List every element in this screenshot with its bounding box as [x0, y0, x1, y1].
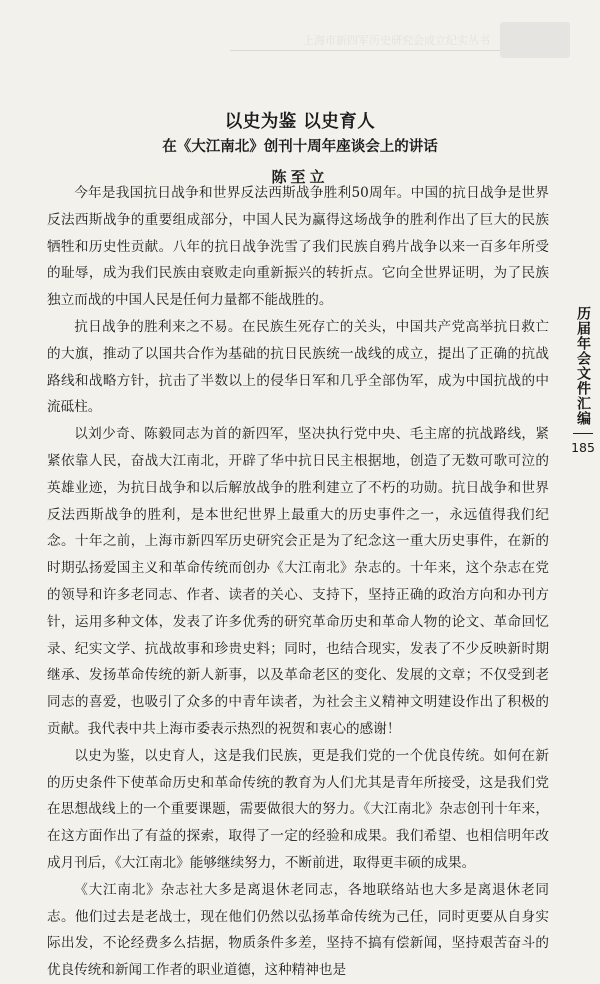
paragraph: 以史为鉴，以史育人，这是我们民族，更是我们党的一个优良传统。如何在新的历史条件下使革命历史和革命传统的教育为人们尤其是青年所接受，这是我们党在思想战线上的一个重要课题，需要做很大的努力。《大江南北》杂志创刊十年来，在这方面作出了有益的探索，取得了一定的经验和成果。我们希望、也相信明年改成月刊后，《大江南北》能够继续努力，不断前进，取得更丰硕的成果。	[47, 747, 549, 871]
sidebar-divider	[573, 433, 593, 434]
header-logo	[500, 22, 570, 58]
paragraph: 抗日战争的胜利来之不易。在民族生死存亡的关头，中国共产党高举抗日救亡的大旗，推动了以国共合作为基础的抗日民族统一战线的成立，提出了正确的抗战路线和战略方针，抗击了半数以上的侵华日军和几乎全部伪军，成为中国抗战的中流砥柱。	[47, 318, 549, 416]
page-sidebar	[572, 306, 594, 455]
article-title: 以史为鉴 以史育人	[224, 112, 376, 132]
article-subtitle: 在《大江南北》创刊十周年座谈会上的讲话	[162, 139, 438, 155]
page-number: 185	[571, 440, 595, 455]
section-title: 历届年会文件汇编	[575, 306, 591, 426]
header-rule	[230, 50, 500, 51]
paragraph: 以刘少奇、陈毅同志为首的新四军，坚决执行党中央、毛主席的抗战路线，紧紧依靠人民，奋战大江南北，开辟了华中抗日民主根据地，创造了无数可歌可泣的英雄业迹，为抗日战争和以后解放战争的胜利建立了不朽的功勋。抗日战争和世界反法西斯战争的胜利，是本世纪世界上最重大的历史事件之一，永远值得我们纪念。十年之前，上海市新四军历史研究会正是为了纪念这一重大历史事件，在新的时期弘扬爱国主义和革命传统而创办《大江南北》杂志的。十年来，这个杂志在党的领导和许多老同志、作者、读者的关心、支持下，坚持正确的政治方向和办刊方针，运用多种文体，发表了许多优秀的研究革命历史和革命人物的论文、革命回忆录、纪实文学、抗战故事和珍贵史料；同时，也结合现实，发表了不少反映新时期继承、发扬革命传统的新人新事，以及革命老区的变化、发展的文章；不仅受到老同志的喜爱，也吸引了众多的中青年读者，为社会主义精神文明建设作出了积极的贡献。我代表中共上海市委表示热烈的祝贺和衷心的感谢！	[47, 426, 549, 737]
article-author: 陈至立	[271, 168, 329, 186]
paragraph: 今年是我国抗日战争和世界反法西斯战争胜利50周年。中国的抗日战争是世界反法西斯战争的重要组成部分，中国人民为赢得这场战争的胜利作出了巨大的民族牺牲和历史性贡献。八年的抗日战争洗雪了我们民族自鸦片战争以来一百多年所受的耻辱，成为我们民族由衰败走向重新振兴的转折点。它向全世界证明，为了民族独立而战的中国人民是任何力量都不能战胜的。	[47, 185, 549, 309]
page-header	[230, 22, 570, 58]
paragraph: 《大江南北》杂志社大多是离退休老同志，各地联络站也大多是离退休老同志。他们过去是老战士，现在他们仍然以弘扬革命传统为己任，同时更要从自身实际出发，不论经费多么拮据，物质条件多差，坚持不搞有偿新闻，坚持艰苦奋斗的优良传统和新闻工作者的职业道德，这种精神也是	[47, 881, 549, 979]
header-ghost-text: 上海市新四军历史研究会成立纪实丛书	[303, 34, 490, 47]
article-body	[47, 180, 549, 984]
